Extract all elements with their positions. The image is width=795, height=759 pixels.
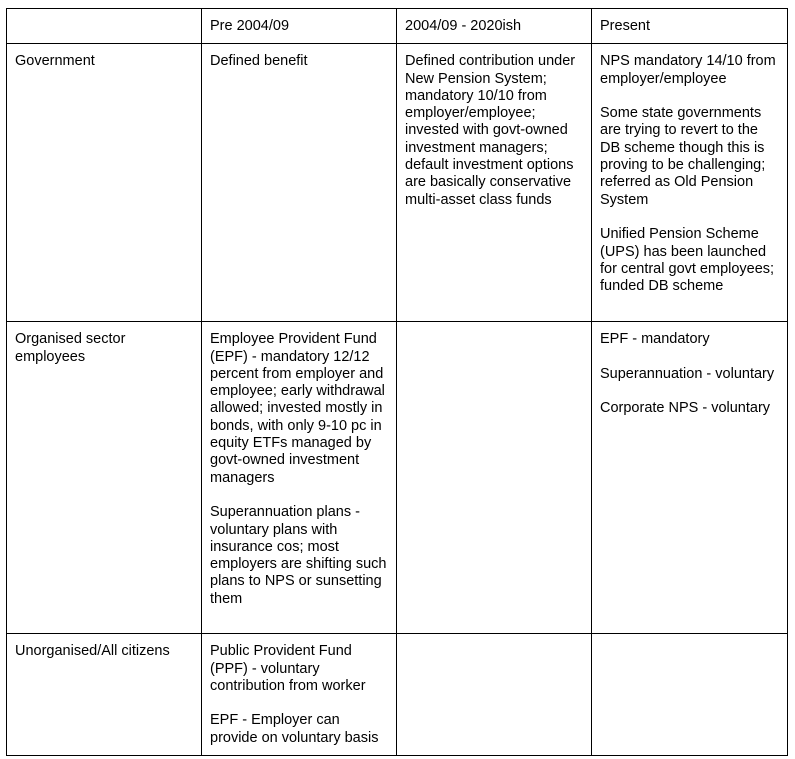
sector-cell: [7, 322, 202, 634]
mid-period-cell: [397, 634, 592, 756]
table-header: [7, 9, 788, 44]
present-cell: [592, 322, 788, 634]
cell-text: Some state governments are trying to revert to the DB scheme though this is proving to be challenging; referred as Old Pension System: [600, 105, 766, 208]
cell-text: Superannuation - voluntary: [600, 365, 775, 382]
sector-label: Government: [15, 53, 95, 70]
sector-label: Organised sector employees: [15, 331, 126, 365]
header-cell-2004-2020: 2004/09 - 2020ish: [397, 9, 592, 44]
cell-text: EPF - Employer can provide on voluntary basis: [210, 712, 379, 746]
cell-text: EPF - mandatory: [600, 331, 710, 348]
cell-text: Employee Provident Fund (EPF) - mandatory 12/12 percent from employer and employee; early withdrawal allowed; invested mostly in bonds, with only 9-10 pc in equity ETFs managed by govt-owned investment managers: [210, 331, 385, 486]
header-cell-pre-2004: Pre 2004/09: [202, 9, 397, 44]
sector-cell: [7, 44, 202, 322]
header-cell-blank: [7, 9, 202, 44]
pre-2004-cell: [202, 44, 397, 322]
table-row-organised-sector: [7, 322, 788, 634]
sector-cell: [7, 634, 202, 756]
table-body: [7, 44, 788, 756]
table-row-unorganised: [7, 634, 788, 756]
cell-text: Corporate NPS - voluntary: [600, 400, 771, 417]
mid-period-cell: [397, 322, 592, 634]
mid-period-cell: [397, 44, 592, 322]
present-cell: [592, 634, 788, 756]
pension-comparison-table: [6, 8, 788, 756]
document-page: [6, 8, 788, 756]
pre-2004-cell: [202, 634, 397, 756]
pre-2004-cell: [202, 322, 397, 634]
header-row: [7, 9, 788, 44]
sector-label: Unorganised/All citizens: [15, 643, 170, 660]
present-cell: [592, 44, 788, 322]
cell-text: Public Provident Fund (PPF) - voluntary contribution from worker: [210, 643, 366, 694]
header-cell-present: Present: [592, 9, 788, 44]
cell-text: NPS mandatory 14/10 from employer/employee: [600, 53, 776, 87]
cell-text: Unified Pension Scheme (UPS) has been launched for central govt employees; funded DB scheme: [600, 226, 775, 295]
cell-text: Defined benefit: [210, 53, 308, 70]
table-row-government: [7, 44, 788, 322]
cell-text: Defined contribution under New Pension System; mandatory 10/10 from employer/employee; invested with govt-owned investment managers; default investment options are basically conservative multi-asset class funds: [405, 53, 576, 208]
cell-text: Superannuation plans - voluntary plans with insurance cos; most employers are shifting such plans to NPS or sunsetting them: [210, 504, 387, 607]
